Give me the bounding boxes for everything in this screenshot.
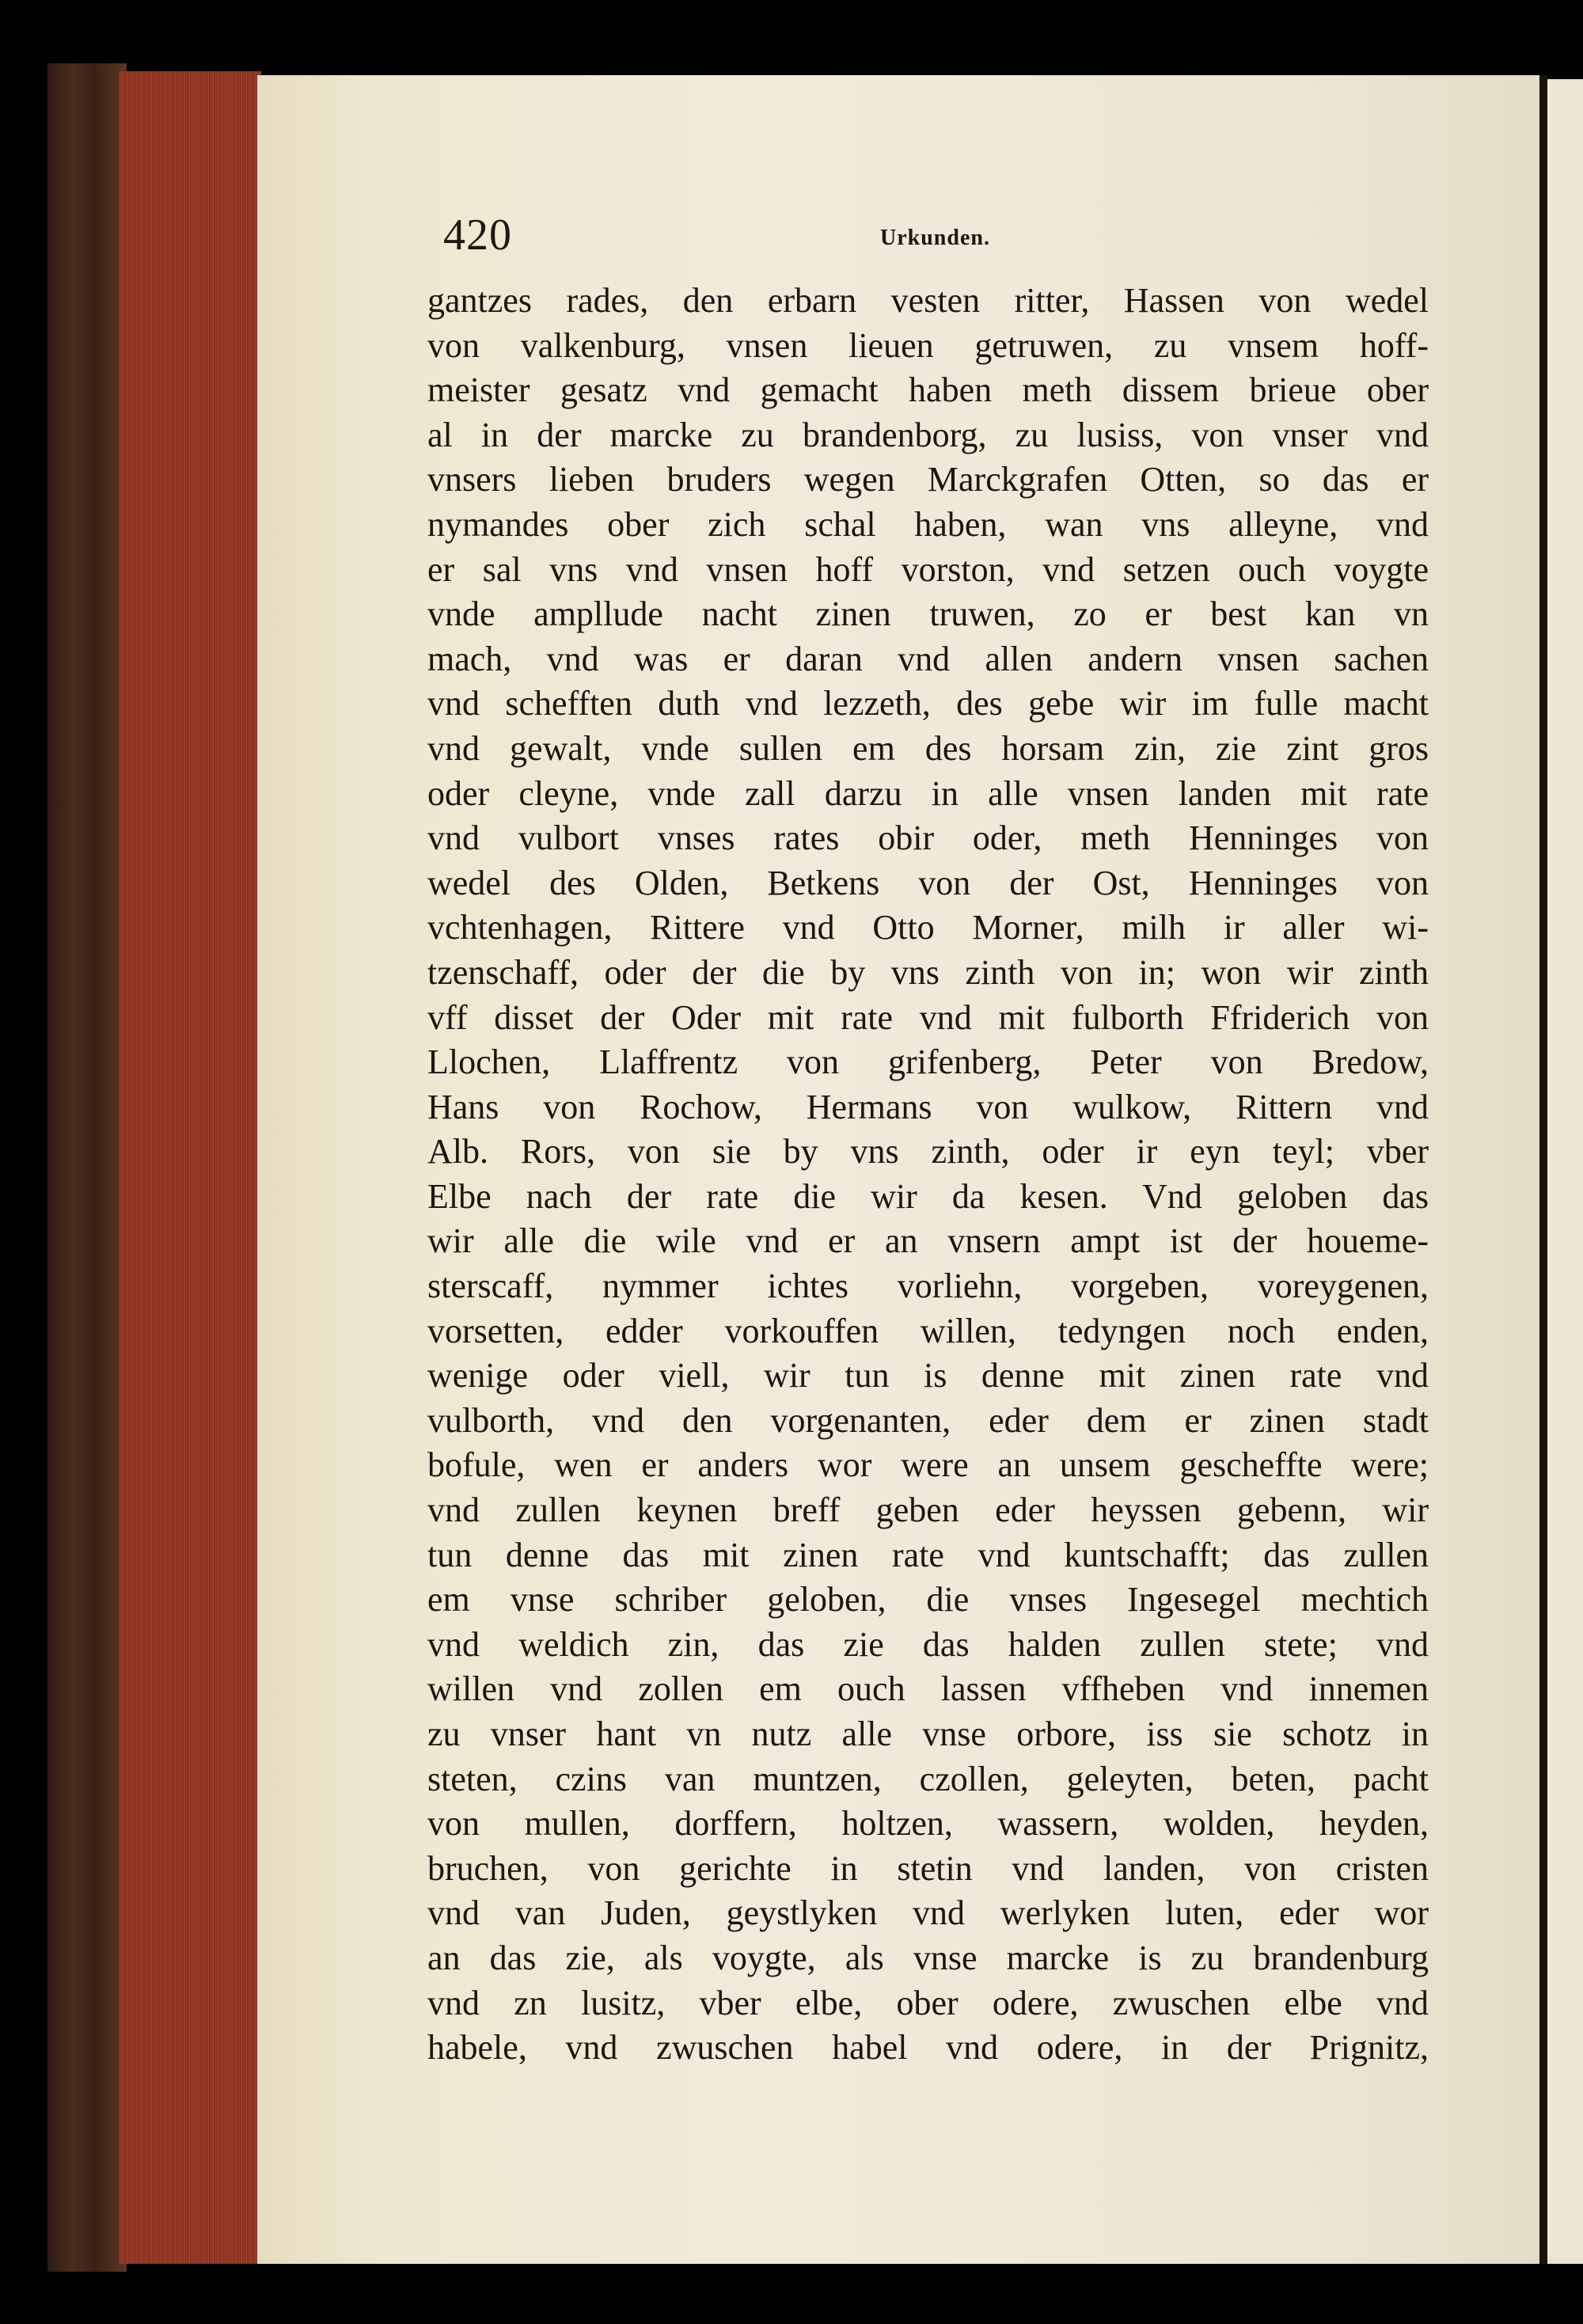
text-line: wenige oder viell, wir tun is denne mit zinen rate vnd: [427, 1356, 1429, 1396]
text-line: vnd van Juden, geystlyken vnd werlyken luten, eder wor: [427, 1893, 1429, 1933]
running-head: [443, 210, 1456, 265]
text-line: willen vnd zollen em ouch lassen vffheben vnd innemen: [427, 1669, 1429, 1709]
text-line: habele, vnd zwuschen habel vnd odere, in der Prignitz,: [427, 2028, 1429, 2068]
book-gutter: [1539, 75, 1547, 2264]
text-line: vnd zullen keynen breff geben eder heyssen gebenn, wir: [427, 1490, 1429, 1530]
text-line: vnd weldich zin, das zie das halden zullen stete; vnd: [427, 1624, 1429, 1664]
text-line: steten, czins van muntzen, czollen, geleyten, beten, pacht: [427, 1759, 1429, 1798]
text-line: er sal vns vnd vnsen hoff vorston, vnd setzen ouch voygte: [427, 549, 1429, 589]
text-line: tzenschaff, oder der die by vns zinth von in; won wir zinth: [427, 952, 1429, 992]
text-line: vulborth, vnd den vorgenanten, eder dem er zinen stadt: [427, 1400, 1429, 1440]
text-line: vchtenhagen, Rittere vnd Otto Morner, milh ir aller wi-: [427, 908, 1429, 947]
text-line: al in der marcke zu brandenborg, zu lusiss, von vnser vnd: [427, 415, 1429, 454]
text-line: tun denne das mit zinen rate vnd kuntschafft; das zullen: [427, 1535, 1429, 1574]
header-title: Urkunden.: [880, 226, 990, 250]
text-line: vnde ampllude nacht zinen truwen, zo er best kan vn: [427, 594, 1429, 634]
text-line: Alb. Rors, von sie by vns zinth, oder ir eyn teyl; vber: [427, 1132, 1429, 1171]
text-line: wedel des Olden, Betkens von der Ost, Henninges von: [427, 863, 1429, 902]
text-line: sterscaff, nymmer ichtes vorliehn, vorgeben, voreygenen,: [427, 1266, 1429, 1306]
text-line: von mullen, dorffern, holtzen, wassern, wolden, heyden,: [427, 1804, 1429, 1844]
text-line: Hans von Rochow, Hermans von wulkow, Rittern vnd: [427, 1087, 1429, 1126]
text-line: vnd schefften duth vnd lezzeth, des gebe wir im fulle macht: [427, 684, 1429, 723]
text-line: em vnse schriber geloben, die vnses Ingesegel mechtich: [427, 1580, 1429, 1620]
text-line: vorsetten, edder vorkouffen willen, tedyngen noch enden,: [427, 1311, 1429, 1350]
text-line: vff disset der Oder mit rate vnd mit fulborth Ffriderich von: [427, 997, 1429, 1037]
text-line: oder cleyne, vnde zall darzu in alle vnsen landen mit rate: [427, 773, 1429, 813]
text-line: vnd gewalt, vnde sullen em des horsam zin, zie zint gros: [427, 728, 1429, 768]
text-line: vnd vulbort vnses rates obir oder, meth Henninges von: [427, 818, 1429, 858]
text-line: meister gesatz vnd gemacht haben meth dissem brieue ober: [427, 370, 1429, 410]
text-line: vnd zn lusitz, vber elbe, ober odere, zwuschen elbe vnd: [427, 1983, 1429, 2022]
text-line: an das zie, als voygte, als vnse marcke is zu brandenburg: [427, 1938, 1429, 1977]
text-line: Llochen, Llaffrentz von grifenberg, Peter von Bredow,: [427, 1042, 1429, 1082]
page-edges-red: [119, 71, 261, 2264]
text-line: bofule, wen er anders wor were an unsem gescheffte were;: [427, 1445, 1429, 1485]
body-text: [427, 279, 1429, 2071]
text-line: zu vnser hant vn nutz alle vnse orbore, iss sie schotz in: [427, 1715, 1429, 1753]
text-line: gantzes rades, den erbarn vesten ritter, Hassen von wedel: [427, 281, 1429, 320]
facing-page-edge: [1547, 79, 1583, 2264]
text-line: vnsers lieben bruders wegen Marckgrafen Otten, so das er: [427, 460, 1429, 499]
book-cover-edge: [47, 63, 127, 2272]
text-line: bruchen, von gerichte in stetin vnd landen, von cristen: [427, 1848, 1429, 1888]
text-line: mach, vnd was er daran vnd allen andern vnsen sachen: [427, 639, 1429, 678]
text-line: nymandes ober zich schal haben, wan vns alleyne, vnd: [427, 504, 1429, 544]
text-line: Elbe nach der rate die wir da kesen. Vnd geloben das: [427, 1176, 1429, 1216]
text-line: von valkenburg, vnsen lieuen getruwen, zu vnsem hoff-: [427, 325, 1429, 365]
text-line: wir alle die wile vnd er an vnsern ampt ist der houeme-: [427, 1221, 1429, 1261]
page-number: 420: [443, 211, 512, 260]
